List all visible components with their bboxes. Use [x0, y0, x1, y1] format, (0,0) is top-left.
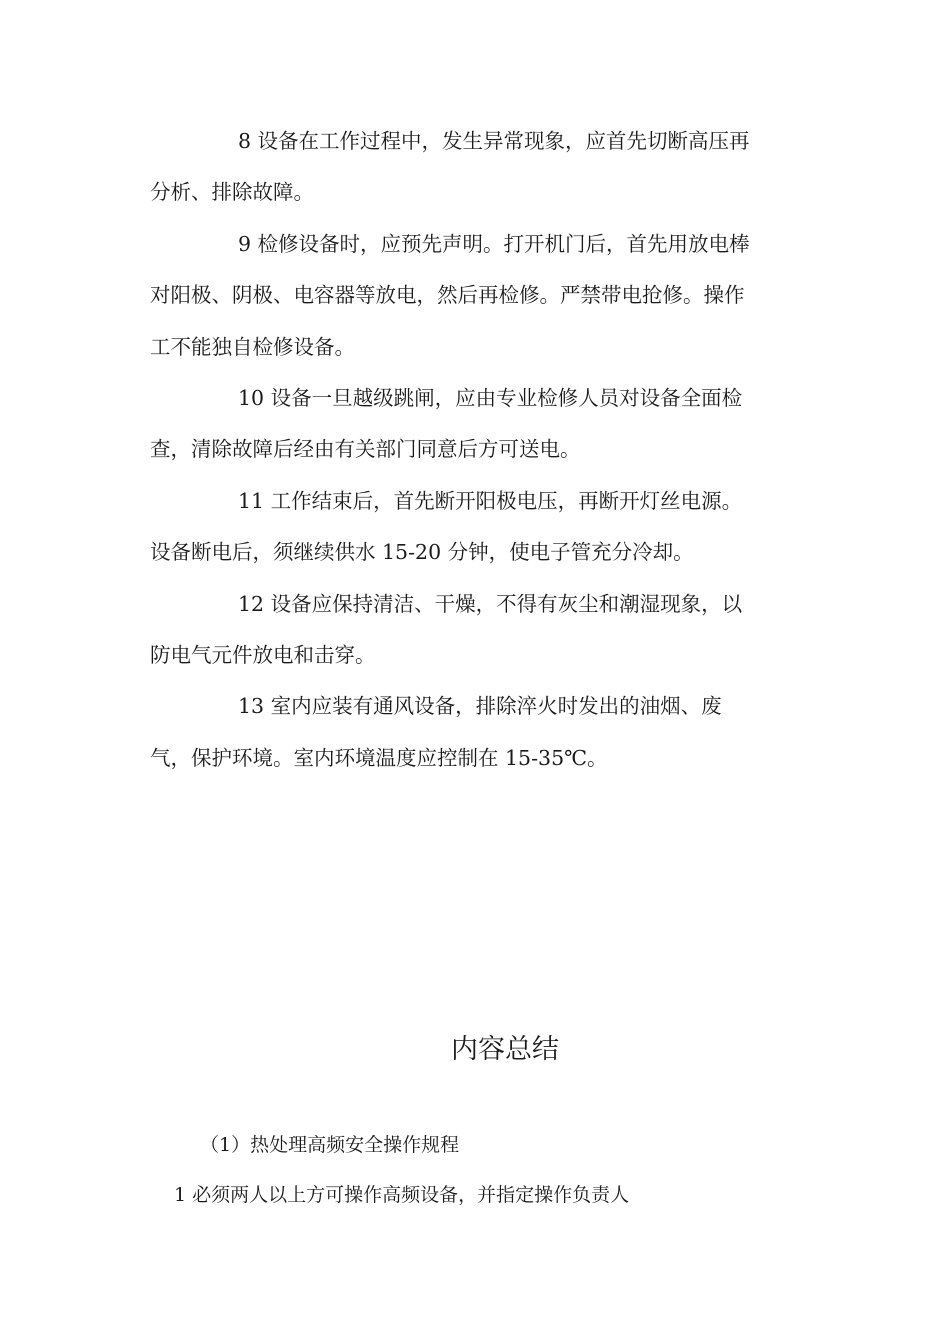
paragraph-8-line-2: 分析、排除故障。 [150, 180, 314, 205]
paragraph-9-line-2: 对阳极、阴极、电容器等放电，然后再检修。严禁带电抢修。操作 [150, 283, 745, 308]
body-text [150, 116, 810, 784]
paragraph-12-line-2: 防电气元件放电和击穿。 [150, 642, 376, 667]
paragraph-11-line-2: 设备断电后，须继续供水 15-20 分钟，使电子管充分冷却。 [150, 540, 694, 565]
paragraph-10-line-2: 查，清除故障后经由有关部门同意后方可送电。 [150, 437, 581, 462]
paragraph-10-line-1: 10 设备一旦越级跳闸，应由专业检修人员对设备全面检 [238, 385, 743, 410]
paragraph-11-line-1: 11 工作结束后，首先断开阳极电压，再断开灯丝电源。 [238, 488, 743, 513]
paragraph-13-line-1: 13 室内应装有通风设备，排除淬火时发出的油烟、废 [238, 694, 722, 719]
paragraph-12-line-1: 12 设备应保持清洁、干燥，不得有灰尘和潮湿现象，以 [238, 591, 743, 616]
paragraph-8-line-1: 8 设备在工作过程中，发生异常现象，应首先切断高压再 [238, 129, 750, 153]
paragraph-9-line-1: 9 检修设备时，应预先声明。打开机门后，首先用放电棒 [238, 231, 750, 256]
paragraph-13-line-2: 气，保护环境。室内环境温度应控制在 15-35℃。 [150, 745, 608, 770]
summary-subtitle: （1）热处理高频安全操作规程 [200, 1134, 460, 1156]
summary-first-item: 1 必须两人以上方可操作高频设备，并指定操作负责人 [174, 1184, 630, 1206]
summary-title: 内容总结 [451, 1034, 559, 1065]
paragraph-9-line-3: 工不能独自检修设备。 [150, 334, 355, 359]
